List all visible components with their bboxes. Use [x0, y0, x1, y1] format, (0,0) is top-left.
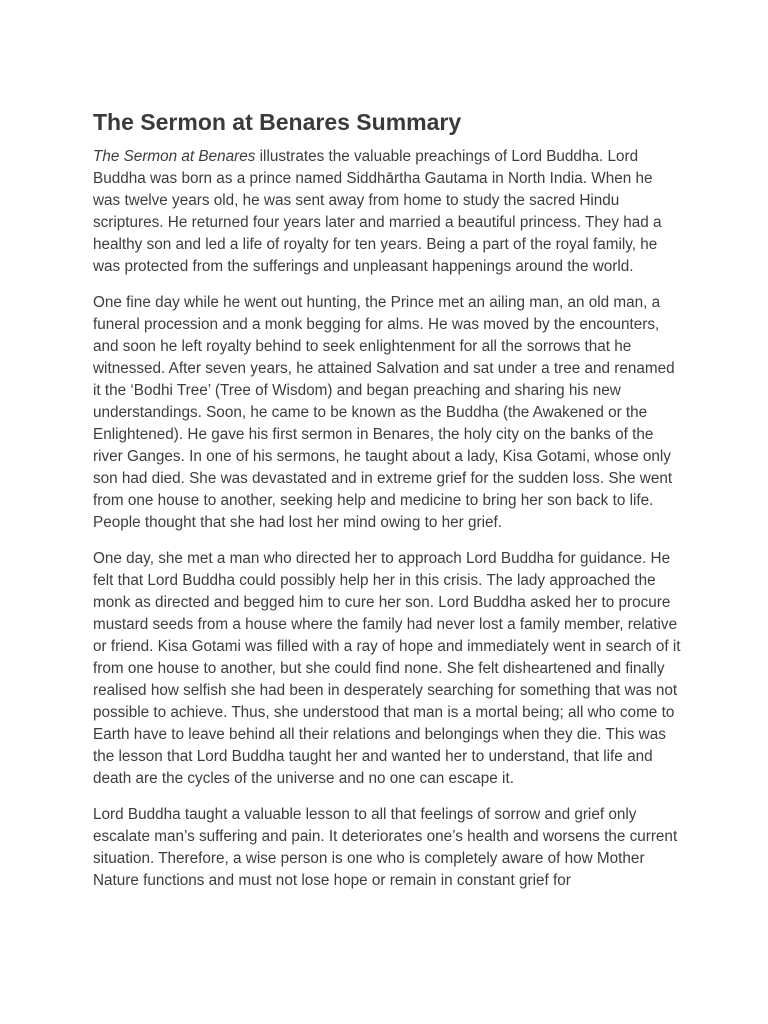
- paragraph-1-text: illustrates the valuable preachings of Lord Buddha. Lord Buddha was born as a prince named Siddhārtha Gautama in North India. When he was twelve years old, he was sent away from home to study the sacred Hindu scriptures. He returned four years later and married a beautiful princess. They had a healthy son and led a life of royalty for ten years. Being a part of the royal family, he was protected from the sufferings and unpleasant happenings around the world.: [93, 148, 662, 275]
- paragraph-2: One fine day while he went out hunting, the Prince met an ailing man, an old man, a funeral procession and a monk begging for alms. He was moved by the encounters, and soon he left royalty behind to seek enlightenment for all the sorrows that he witnessed. After seven years, he attained Salvation and sat under a tree and renamed it the ‘Bodhi Tree’ (Tree of Wisdom) and began preaching and sharing his new understandings. Soon, he came to be known as the Buddha (the Awakened or the Enlightened). He gave his first sermon in Benares, the holy city on the banks of the river Ganges. In one of his sermons, he taught about a lady, Kisa Gotami, whose only son had died. She was devastated and in extreme grief for the sudden loss. She went from one house to another, seeking help and medicine to bring her son back to life. People thought that she had lost her mind owing to her grief.: [93, 294, 675, 531]
- document-title: The Sermon at Benares Summary: [93, 109, 462, 135]
- paragraph-4: Lord Buddha taught a valuable lesson to all that feelings of sorrow and grief only escalate man’s suffering and pain. It deteriorates one’s health and worsens the current situation. Therefore, a wise person is one who is completely aware of how Mother Nature functions and must not lose hope or remain in constant grief for: [93, 806, 678, 889]
- paragraph-1: [93, 146, 683, 278]
- paragraph-1-italic-title: The Sermon at Benares: [93, 148, 256, 165]
- document-page: [93, 108, 683, 906]
- paragraph-3: One day, she met a man who directed her to approach Lord Buddha for guidance. He felt that Lord Buddha could possibly help her in this crisis. The lady approached the monk as directed and begged him to cure her son. Lord Buddha asked her to procure mustard seeds from a house where the family had never lost a family member, relative or friend. Kisa Gotami was filled with a ray of hope and immediately went in search of it from one house to another, but she could find none. She felt disheartened and finally realised how selfish she had been in desperately searching for something that was not possible to achieve. Thus, she understood that man is a mortal being; all who come to Earth have to leave behind all their relations and belongings when they die. This was the lesson that Lord Buddha taught her and wanted her to understand, that life and death are the cycles of the universe and no one can escape it.: [93, 550, 681, 787]
